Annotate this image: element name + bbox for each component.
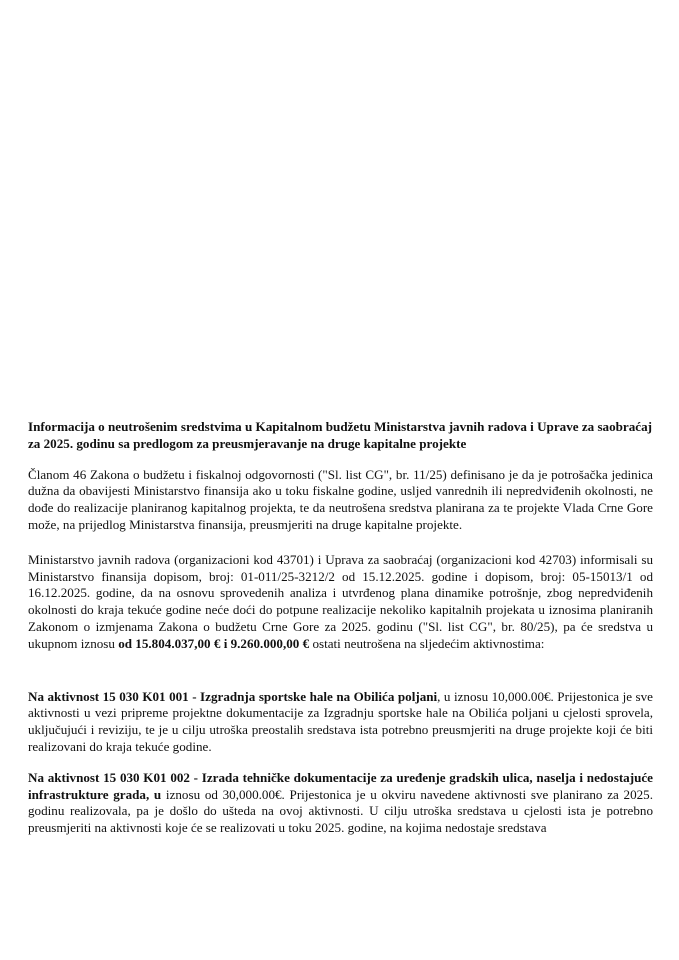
activity-1-heading: Na aktivnost 15 030 K01 001 - Izgradnja sportske hale na Obilića poljani <box>28 688 438 704</box>
activity-item-2 <box>28 770 653 837</box>
activity-item-1 <box>28 689 653 756</box>
activity-2-text: iznosu od 30,000.00€. Prijestonica je u okviru navedene aktivnosti sve planirano za 2025. godinu realizovala, pa je došlo do ušteda na ovoj aktivnosti. U cilju utroška sredstava u cjelosti ista je potrebno preusmjeriti na aktivnosti koje će se realizovati u toku 2025. godine, na kojima nedostaje sredstava <box>28 786 653 836</box>
activity-1-text: , u iznosu 10,000.00€. Prijestonica je sve aktivnosti u vezi pripreme projektne dokumentacije za Izgradnju sportske hale na Obilića poljani u cjelosti sprovela, uključujući i reviziju, te je u cilju utroška preostalih sredstava ista potrebno preusmjeriti na druge projekte koji će biti realizovani do kraja tekuće godine. <box>28 688 653 754</box>
activity-2-heading: Na aktivnost 15 030 K01 002 - Izrada tehničke dokumentacije za uređenje gradskih ulica, naselja i nedostajuće infrastrukture grada, u <box>28 769 653 802</box>
document-body <box>28 419 653 837</box>
paragraph-legal-basis: Članom 46 Zakona o budžetu i fiskalnoj odgovornosti ("Sl. list CG", br. 11/25) definisano je da je potrošačka jedinica dužna da obavijesti Ministarstvo finansija ako u toku fiskalne godine, usljed vanrednih ili nepredviđenih okolnosti, ne dođe do realizacije planiranog kapitalnog projekta, te da neutrošena sredstva planirana za te projekte Vlada Crne Gore može, na prijedlog Ministarstva finansija, preusmjeriti na druge kapitalne projekte. <box>28 466 653 532</box>
document-title: Informacija o neutrošenim sredstvima u Kapitalnom budžetu Ministarstva javnih radova i Uprave za saobraćaj za 2025. godinu sa predlogom za preusmjeravanje na druge kapitalne projekte <box>28 419 653 451</box>
paragraph-information-end: ostati neutrošena na sljedećim aktivnostima: <box>309 635 545 651</box>
paragraph-information-text: Ministarstvo javnih radova (organizacioni kod 43701) i Uprava za saobraćaj (organizacioni kod 42703) informisali su Ministarstvo finansija dopisom, broj: 01-011/25-3212/2 od 15.12.2025. godine i dopisom, broj: 05-15013/1 od 16.12.2025. godine, da na osnovu sprovedenih analiza i utvrđenog plana dinamike potrošnje, zbog nepredviđenih okolnosti do kraja tekuće godine neće doći do potpune realizacije nekoliko kapitalnih projekata u iznosima planiranih Zakonom o izmjenama Zakona o budžetu Crne Gore za 2025. godinu ("Sl. list CG", br. 80/25), pa će sredstva u ukupnom iznosu <box>28 551 653 651</box>
total-amount: od 15.804.037,00 € i 9.260.000,00 € <box>118 635 310 651</box>
paragraph-information <box>28 552 653 653</box>
